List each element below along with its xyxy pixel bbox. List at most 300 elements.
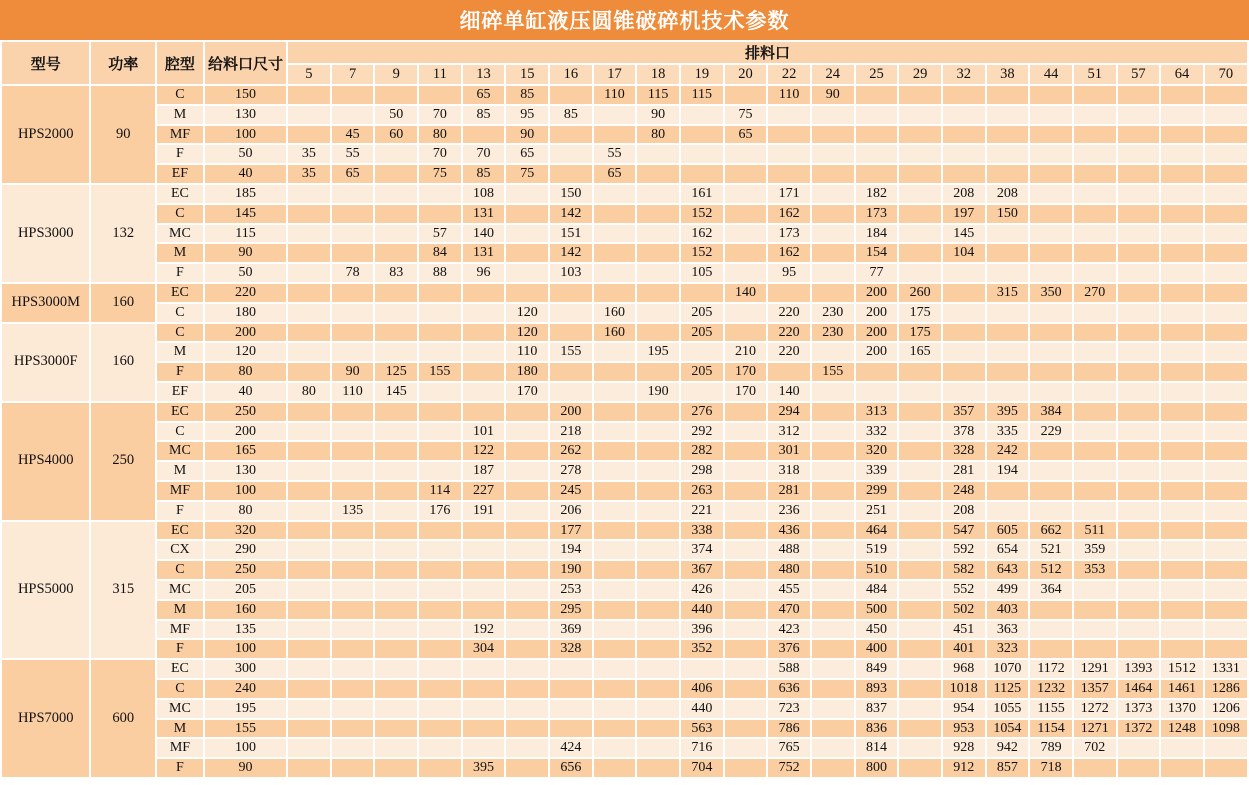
discharge-value-cell	[637, 284, 679, 302]
discharge-value-cell	[637, 541, 679, 559]
cavity-type-cell: F	[157, 145, 203, 163]
discharge-value-cell	[899, 720, 941, 738]
discharge-value-cell: 470	[768, 601, 810, 619]
discharge-value-cell	[1074, 165, 1116, 183]
discharge-value-cell	[594, 106, 636, 124]
table-body	[2, 86, 1247, 777]
model-cell: HPS2000	[2, 86, 89, 183]
discharge-value-cell: 145	[943, 225, 985, 243]
feed-size-cell: 205	[205, 581, 286, 599]
discharge-value-cell	[332, 423, 374, 441]
discharge-value-cell	[1118, 205, 1160, 223]
feed-size-cell: 135	[205, 621, 286, 639]
discharge-value-cell: 353	[1074, 561, 1116, 579]
discharge-value-cell	[288, 86, 330, 104]
table-header	[2, 42, 1247, 84]
discharge-value-cell	[288, 739, 330, 757]
discharge-value-cell: 359	[1074, 541, 1116, 559]
discharge-value-cell	[637, 423, 679, 441]
discharge-value-cell	[681, 145, 723, 163]
discharge-value-cell	[1030, 343, 1072, 361]
discharge-value-cell	[550, 284, 592, 302]
discharge-value-cell	[332, 185, 374, 203]
feed-size-cell: 100	[205, 482, 286, 500]
discharge-value-cell: 1125	[987, 680, 1029, 698]
table-row	[2, 601, 1247, 619]
discharge-value-cell: 511	[1074, 522, 1116, 540]
discharge-value-cell: 1248	[1161, 720, 1203, 738]
table-row	[2, 205, 1247, 223]
discharge-value-cell: 162	[768, 244, 810, 262]
discharge-value-cell	[332, 482, 374, 500]
discharge-value-cell	[419, 739, 461, 757]
cavity-column-header: 腔型	[157, 42, 203, 84]
discharge-value-cell: 190	[550, 561, 592, 579]
discharge-value-cell	[1205, 739, 1247, 757]
discharge-value-cell	[594, 343, 636, 361]
discharge-value-cell	[1118, 561, 1160, 579]
discharge-value-cell	[856, 145, 898, 163]
discharge-value-cell: 396	[681, 621, 723, 639]
power-cell: 250	[91, 403, 155, 520]
discharge-value-cell	[943, 304, 985, 322]
discharge-value-cell	[1030, 462, 1072, 480]
discharge-size-header: 15	[506, 65, 548, 84]
discharge-value-cell	[899, 640, 941, 658]
feed-size-cell: 40	[205, 383, 286, 401]
discharge-value-cell: 75	[725, 106, 767, 124]
discharge-value-cell	[812, 165, 854, 183]
cavity-type-cell: EC	[157, 284, 203, 302]
discharge-value-cell	[899, 403, 941, 421]
discharge-value-cell: 301	[768, 442, 810, 460]
discharge-value-cell: 218	[550, 423, 592, 441]
discharge-value-cell: 1271	[1074, 720, 1116, 738]
discharge-value-cell	[332, 541, 374, 559]
table-row	[2, 383, 1247, 401]
cavity-type-cell: EF	[157, 165, 203, 183]
discharge-value-cell: 857	[987, 759, 1029, 777]
discharge-value-cell: 276	[681, 403, 723, 421]
model-column-header: 型号	[2, 42, 89, 84]
cavity-type-cell: F	[157, 640, 203, 658]
discharge-value-cell	[594, 522, 636, 540]
discharge-value-cell	[1205, 324, 1247, 342]
discharge-value-cell	[725, 86, 767, 104]
discharge-value-cell: 942	[987, 739, 1029, 757]
discharge-value-cell	[594, 442, 636, 460]
discharge-value-cell	[506, 264, 548, 282]
discharge-value-cell	[550, 165, 592, 183]
discharge-value-cell	[812, 126, 854, 144]
discharge-value-cell	[506, 502, 548, 520]
discharge-value-cell	[1074, 423, 1116, 441]
discharge-value-cell	[725, 205, 767, 223]
discharge-value-cell	[550, 720, 592, 738]
discharge-value-cell	[463, 324, 505, 342]
table-row	[2, 541, 1247, 559]
discharge-value-cell	[463, 561, 505, 579]
feed-size-cell: 250	[205, 403, 286, 421]
discharge-value-cell: 210	[725, 343, 767, 361]
discharge-value-cell	[332, 403, 374, 421]
discharge-value-cell	[768, 284, 810, 302]
feed-size-cell: 180	[205, 304, 286, 322]
discharge-value-cell	[594, 205, 636, 223]
discharge-value-cell: 75	[419, 165, 461, 183]
discharge-value-cell: 170	[506, 383, 548, 401]
discharge-value-cell	[1030, 442, 1072, 460]
discharge-value-cell	[288, 423, 330, 441]
discharge-value-cell	[506, 423, 548, 441]
discharge-value-cell	[375, 284, 417, 302]
cavity-type-cell: F	[157, 363, 203, 381]
discharge-value-cell	[1118, 739, 1160, 757]
discharge-value-cell	[637, 621, 679, 639]
discharge-value-cell	[637, 522, 679, 540]
discharge-value-cell	[375, 739, 417, 757]
discharge-value-cell	[987, 86, 1029, 104]
discharge-value-cell	[1030, 621, 1072, 639]
discharge-value-cell: 75	[506, 165, 548, 183]
discharge-value-cell	[463, 581, 505, 599]
discharge-value-cell: 352	[681, 640, 723, 658]
table-row	[2, 482, 1247, 500]
discharge-value-cell: 195	[637, 343, 679, 361]
discharge-value-cell	[506, 225, 548, 243]
discharge-value-cell	[332, 86, 374, 104]
discharge-value-cell: 1461	[1161, 680, 1203, 698]
discharge-value-cell: 400	[856, 640, 898, 658]
discharge-value-cell: 350	[1030, 284, 1072, 302]
discharge-value-cell	[463, 700, 505, 718]
discharge-value-cell: 954	[943, 700, 985, 718]
discharge-value-cell	[1030, 126, 1072, 144]
discharge-value-cell	[987, 165, 1029, 183]
cavity-type-cell: F	[157, 264, 203, 282]
discharge-value-cell	[1030, 383, 1072, 401]
discharge-group-header: 排料口	[288, 42, 1247, 63]
discharge-value-cell	[812, 106, 854, 124]
discharge-value-cell: 849	[856, 660, 898, 678]
discharge-value-cell: 200	[856, 343, 898, 361]
discharge-value-cell	[681, 284, 723, 302]
cavity-type-cell: MF	[157, 482, 203, 500]
discharge-value-cell	[594, 482, 636, 500]
discharge-value-cell: 194	[987, 462, 1029, 480]
discharge-value-cell	[1118, 185, 1160, 203]
discharge-value-cell	[1030, 145, 1072, 163]
discharge-value-cell	[637, 205, 679, 223]
discharge-value-cell	[1205, 165, 1247, 183]
discharge-value-cell	[1118, 324, 1160, 342]
feed-size-cell: 185	[205, 185, 286, 203]
discharge-value-cell	[419, 324, 461, 342]
discharge-value-cell	[899, 700, 941, 718]
discharge-value-cell: 281	[768, 482, 810, 500]
discharge-value-cell	[1118, 423, 1160, 441]
power-cell: 600	[91, 660, 155, 777]
discharge-value-cell: 464	[856, 522, 898, 540]
discharge-value-cell	[419, 304, 461, 322]
cavity-type-cell: F	[157, 502, 203, 520]
discharge-value-cell	[375, 502, 417, 520]
discharge-value-cell: 90	[812, 86, 854, 104]
feed-size-cell: 50	[205, 145, 286, 163]
discharge-value-cell	[375, 680, 417, 698]
discharge-value-cell	[987, 304, 1029, 322]
discharge-value-cell	[419, 185, 461, 203]
discharge-value-cell	[899, 165, 941, 183]
table-row	[2, 522, 1247, 540]
discharge-value-cell: 1373	[1118, 700, 1160, 718]
discharge-value-cell	[332, 680, 374, 698]
table-row	[2, 126, 1247, 144]
discharge-value-cell	[463, 720, 505, 738]
discharge-value-cell: 299	[856, 482, 898, 500]
discharge-value-cell	[288, 522, 330, 540]
discharge-value-cell: 704	[681, 759, 723, 777]
discharge-value-cell	[288, 660, 330, 678]
discharge-value-cell	[637, 482, 679, 500]
discharge-value-cell: 236	[768, 502, 810, 520]
discharge-value-cell	[899, 581, 941, 599]
discharge-value-cell	[375, 423, 417, 441]
discharge-value-cell: 220	[768, 324, 810, 342]
discharge-value-cell	[594, 640, 636, 658]
discharge-value-cell	[725, 700, 767, 718]
discharge-value-cell	[987, 343, 1029, 361]
power-cell: 132	[91, 185, 155, 282]
discharge-value-cell	[1074, 502, 1116, 520]
discharge-value-cell	[419, 205, 461, 223]
discharge-value-cell: 315	[987, 284, 1029, 302]
discharge-value-cell	[419, 343, 461, 361]
discharge-value-cell	[506, 522, 548, 540]
table-row	[2, 502, 1247, 520]
discharge-value-cell	[899, 561, 941, 579]
discharge-value-cell	[1205, 304, 1247, 322]
discharge-value-cell	[375, 403, 417, 421]
discharge-value-cell	[987, 482, 1029, 500]
discharge-value-cell: 57	[419, 225, 461, 243]
discharge-value-cell	[725, 640, 767, 658]
discharge-value-cell	[463, 284, 505, 302]
discharge-value-cell	[1118, 304, 1160, 322]
discharge-value-cell	[1118, 383, 1160, 401]
discharge-value-cell	[288, 363, 330, 381]
discharge-value-cell	[1161, 304, 1203, 322]
discharge-value-cell: 836	[856, 720, 898, 738]
discharge-value-cell	[1161, 343, 1203, 361]
discharge-value-cell: 135	[332, 502, 374, 520]
discharge-value-cell: 208	[943, 185, 985, 203]
discharge-value-cell	[943, 264, 985, 282]
discharge-value-cell: 281	[943, 462, 985, 480]
discharge-value-cell	[288, 680, 330, 698]
discharge-value-cell: 251	[856, 502, 898, 520]
discharge-value-cell: 1464	[1118, 680, 1160, 698]
discharge-value-cell	[288, 720, 330, 738]
power-cell: 90	[91, 86, 155, 183]
discharge-value-cell: 253	[550, 581, 592, 599]
discharge-value-cell: 893	[856, 680, 898, 698]
discharge-value-cell	[1030, 601, 1072, 619]
discharge-value-cell: 1155	[1030, 700, 1072, 718]
cavity-type-cell: EC	[157, 403, 203, 421]
discharge-value-cell	[506, 759, 548, 777]
discharge-value-cell	[375, 462, 417, 480]
discharge-value-cell: 230	[812, 324, 854, 342]
discharge-value-cell	[899, 363, 941, 381]
discharge-value-cell	[288, 700, 330, 718]
table-row	[2, 304, 1247, 322]
discharge-value-cell: 110	[332, 383, 374, 401]
discharge-value-cell: 78	[332, 264, 374, 282]
discharge-value-cell	[288, 442, 330, 460]
discharge-value-cell: 320	[856, 442, 898, 460]
discharge-value-cell: 1291	[1074, 660, 1116, 678]
table-row	[2, 680, 1247, 698]
discharge-value-cell: 384	[1030, 403, 1072, 421]
discharge-value-cell: 1154	[1030, 720, 1072, 738]
discharge-value-cell	[725, 185, 767, 203]
discharge-size-header: 29	[899, 65, 941, 84]
discharge-value-cell: 499	[987, 581, 1029, 599]
discharge-value-cell	[899, 462, 941, 480]
discharge-value-cell: 357	[943, 403, 985, 421]
discharge-value-cell	[1118, 343, 1160, 361]
discharge-value-cell: 35	[288, 165, 330, 183]
discharge-value-cell: 292	[681, 423, 723, 441]
discharge-value-cell	[1205, 541, 1247, 559]
discharge-value-cell	[550, 126, 592, 144]
discharge-value-cell	[1030, 165, 1072, 183]
discharge-value-cell	[550, 304, 592, 322]
discharge-size-header: 70	[1205, 65, 1247, 84]
discharge-value-cell	[463, 660, 505, 678]
discharge-value-cell	[419, 383, 461, 401]
discharge-value-cell	[1205, 86, 1247, 104]
discharge-value-cell	[506, 284, 548, 302]
discharge-value-cell	[1074, 264, 1116, 282]
discharge-value-cell: 177	[550, 522, 592, 540]
model-cell: HPS4000	[2, 403, 89, 520]
discharge-value-cell: 752	[768, 759, 810, 777]
discharge-value-cell	[594, 680, 636, 698]
discharge-value-cell: 656	[550, 759, 592, 777]
discharge-value-cell	[506, 482, 548, 500]
discharge-value-cell: 140	[463, 225, 505, 243]
cavity-type-cell: EF	[157, 383, 203, 401]
discharge-value-cell	[1030, 205, 1072, 223]
discharge-value-cell	[637, 660, 679, 678]
discharge-value-cell	[812, 264, 854, 282]
discharge-value-cell: 298	[681, 462, 723, 480]
discharge-value-cell	[1118, 640, 1160, 658]
discharge-value-cell	[899, 482, 941, 500]
discharge-value-cell: 480	[768, 561, 810, 579]
discharge-value-cell	[725, 541, 767, 559]
discharge-value-cell: 519	[856, 541, 898, 559]
discharge-value-cell: 328	[550, 640, 592, 658]
discharge-value-cell: 85	[550, 106, 592, 124]
feed-size-cell: 100	[205, 739, 286, 757]
discharge-value-cell	[1030, 225, 1072, 243]
discharge-value-cell	[594, 244, 636, 262]
discharge-value-cell	[332, 581, 374, 599]
discharge-value-cell: 718	[1030, 759, 1072, 777]
discharge-size-header: 7	[332, 65, 374, 84]
discharge-value-cell	[899, 145, 941, 163]
discharge-size-header: 22	[768, 65, 810, 84]
discharge-value-cell	[288, 403, 330, 421]
discharge-value-cell	[1205, 363, 1247, 381]
discharge-value-cell: 155	[550, 343, 592, 361]
discharge-value-cell	[812, 700, 854, 718]
discharge-value-cell	[288, 462, 330, 480]
discharge-value-cell	[725, 482, 767, 500]
discharge-value-cell	[1161, 185, 1203, 203]
discharge-value-cell	[1074, 86, 1116, 104]
discharge-value-cell	[1118, 284, 1160, 302]
discharge-value-cell	[1205, 759, 1247, 777]
discharge-value-cell	[375, 205, 417, 223]
discharge-value-cell	[637, 720, 679, 738]
discharge-value-cell: 90	[637, 106, 679, 124]
discharge-value-cell	[375, 442, 417, 460]
discharge-value-cell: 789	[1030, 739, 1072, 757]
discharge-value-cell: 175	[899, 324, 941, 342]
discharge-value-cell	[375, 165, 417, 183]
discharge-value-cell	[812, 720, 854, 738]
feed-size-cell: 145	[205, 205, 286, 223]
discharge-value-cell	[419, 86, 461, 104]
discharge-value-cell	[812, 561, 854, 579]
table-row	[2, 759, 1247, 777]
discharge-size-header: 38	[987, 65, 1029, 84]
discharge-value-cell	[1161, 739, 1203, 757]
discharge-value-cell	[725, 462, 767, 480]
table-row	[2, 581, 1247, 599]
discharge-value-cell: 194	[550, 541, 592, 559]
discharge-value-cell: 262	[550, 442, 592, 460]
discharge-value-cell	[1161, 581, 1203, 599]
discharge-value-cell	[463, 403, 505, 421]
discharge-value-cell	[506, 640, 548, 658]
table-row	[2, 739, 1247, 757]
discharge-value-cell: 205	[681, 363, 723, 381]
discharge-value-cell: 294	[768, 403, 810, 421]
discharge-value-cell	[899, 680, 941, 698]
discharge-value-cell	[419, 601, 461, 619]
discharge-value-cell	[899, 759, 941, 777]
feed-size-cell: 200	[205, 423, 286, 441]
discharge-value-cell: 115	[637, 86, 679, 104]
discharge-value-cell	[288, 304, 330, 322]
discharge-value-cell: 192	[463, 621, 505, 639]
discharge-size-header: 51	[1074, 65, 1116, 84]
discharge-value-cell	[812, 205, 854, 223]
discharge-value-cell	[288, 621, 330, 639]
discharge-value-cell	[1205, 284, 1247, 302]
feed-size-cell: 50	[205, 264, 286, 282]
discharge-size-header: 57	[1118, 65, 1160, 84]
discharge-value-cell	[1118, 363, 1160, 381]
feed-size-cell: 155	[205, 720, 286, 738]
discharge-value-cell	[1030, 244, 1072, 262]
discharge-value-cell	[375, 720, 417, 738]
